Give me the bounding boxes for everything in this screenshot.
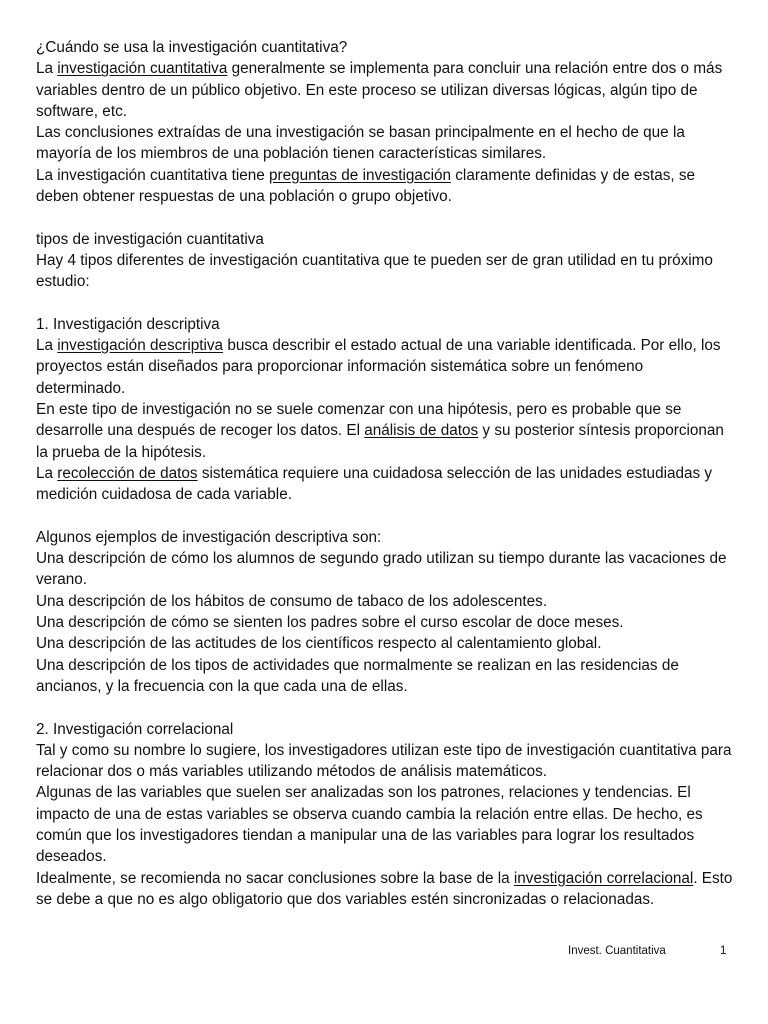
paragraph-text: . Esto se debe a que no es algo obligatorio que dos variables estén sincronizadas o relacionadas. [36,869,733,908]
list-item: Una descripción de los tipos de actividades que normalmente se realizan en las residencias de ancianos, y la frecuencia con la que cada una de ellas. [36,656,679,695]
section-heading-correlational: 2. Investigación correlacional [36,720,234,738]
paragraph-text: Idealmente, se recomienda no sacar conclusiones sobre la base de la [36,869,514,887]
paragraph: Las conclusiones extraídas de una investigación se basan principalmente en el hecho de que la mayoría de los miembros de una población tienen características similares. [36,124,685,163]
paragraph [36,399,736,463]
spacer [36,293,736,314]
link-preguntas-de-investigacion[interactable]: preguntas de investigación [269,166,452,184]
paragraph-text: sistemática requiere una cuidadosa selección de las unidades estudiadas y medición cuidadosa de cada variable. [36,464,713,504]
paragraph-text: y su posterior síntesis proporcionan la prueba de la hipótesis. [36,422,724,461]
page-number: 1 [720,945,727,957]
footer-title: Invest. Cuantitativa [568,945,666,957]
paragraph-text: La investigación cuantitativa tiene [36,166,270,184]
paragraph-text: La [36,60,58,78]
paragraph [36,335,736,399]
section-heading-types: tipos de investigación cuantitativa [36,230,264,248]
paragraph-text: La [36,337,58,355]
section-heading-when: ¿Cuándo se usa la investigación cuantitativa? [36,39,348,56]
paragraph-text: claramente definidas y de estas, se deben obtener respuestas de una población o grupo objetivo. [36,166,696,206]
link-investigacion-correlacional[interactable]: investigación correlacional [513,869,694,887]
document-body [36,37,736,910]
paragraph-text: La [36,464,58,482]
paragraph [36,463,736,506]
paragraph [36,165,736,208]
paragraph: Hay 4 tipos diferentes de investigación cuantitativa que te pueden ser de gran utilidad en tu próximo estudio: [36,251,713,291]
spacer [36,697,736,718]
list-item: Una descripción de cómo se sienten los padres sobre el curso escolar de doce meses. [36,614,624,632]
paragraph: Algunas de las variables que suelen ser analizadas son los patrones, relaciones y tendencias. El impacto de una de estas variables se observa cuando cambia la relación entre ellas. De hecho, es común que los investigadores tiendan a manipular una de las variables para lograr los resultados deseados. [36,784,703,866]
list-item: Una descripción de las actitudes de los científicos respecto al calentamiento global. [36,635,602,653]
link-investigacion-cuantitativa[interactable]: investigación cuantitativa [57,60,228,78]
spacer [36,506,736,527]
paragraph-text: generalmente se implementa para concluir una relación entre dos o más variables dentro de un público objetivo. En este proceso se utilizan diversas lógicas, algún tipo de software, etc. [36,60,723,120]
link-analisis-de-datos[interactable]: análisis de datos [364,422,479,440]
paragraph-text: busca describir el estado actual de una variable identificada. Por ello, los proyectos están diseñados para proporcionar información sistemática sobre un fenómeno determinado. [36,337,721,397]
paragraph [36,868,736,911]
list-item: Una descripción de los hábitos de consumo de tabaco de los adolescentes. [36,592,548,610]
list-item: Una descripción de cómo los alumnos de segundo grado utilizan su tiempo durante las vacaciones de verano. [36,550,727,589]
paragraph: Tal y como su nombre lo sugiere, los investigadores utilizan este tipo de investigación cuantitativa para relacionar dos o más variables utilizando métodos de análisis matemáticos. [36,741,732,781]
link-recoleccion-de-datos[interactable]: recolección de datos [57,464,198,482]
section-heading-descriptive: 1. Investigación descriptiva [36,315,220,333]
spacer [36,207,736,228]
paragraph [36,58,736,122]
section-heading-examples: Algunos ejemplos de investigación descriptiva son: [36,528,382,546]
paragraph-text: En este tipo de investigación no se suele comenzar con una hipótesis, pero es probable que se desarrolle una después de recoger los datos. El [36,401,682,440]
link-investigacion-descriptiva[interactable]: investigación descriptiva [57,337,224,355]
